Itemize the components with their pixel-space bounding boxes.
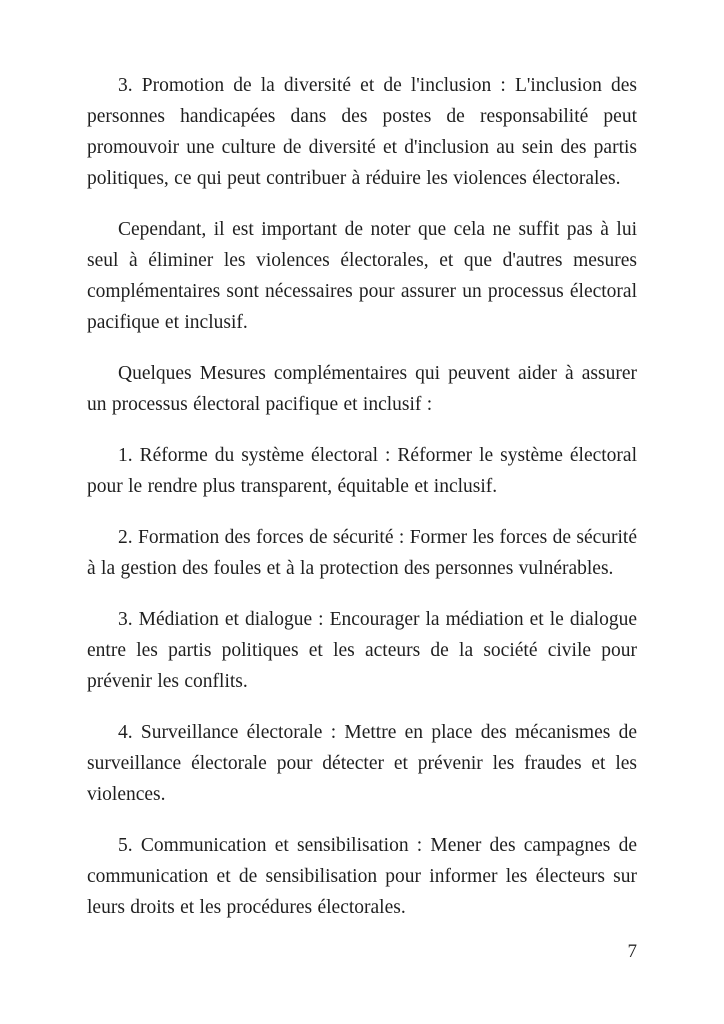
page-footer	[87, 941, 637, 963]
paragraph-promotion-diversite: 3. Promotion de la diversité et de l'inclusion : L'inclusion des personnes handicapées dans des postes de responsabilité peut promouvoir une culture de diversité et d'inclusion au sein des partis politiques, ce qui peut contribuer à réduire les violences électorales.	[87, 75, 637, 189]
page-body-text	[87, 70, 637, 943]
paragraph-mediation-dialogue: 3. Médiation et dialogue : Encourager la médiation et le dialogue entre les partis politiques et les acteurs de la société civile pour prévenir les conflits.	[87, 609, 637, 692]
paragraph-surveillance-electorale: 4. Surveillance électorale : Mettre en place des mécanismes de surveillance électorale pour détecter et prévenir les fraudes et les violences.	[87, 722, 637, 805]
paragraph-mesures-intro: Quelques Mesures complémentaires qui peuvent aider à assurer un processus électoral pacifique et inclusif :	[87, 363, 637, 415]
paragraph-communication-sensibilisation: 5. Communication et sensibilisation : Mener des campagnes de communication et de sensibilisation pour informer les électeurs sur leurs droits et les procédures électorales.	[87, 835, 637, 918]
page-number: 7	[627, 941, 637, 962]
paragraph-cependant-note: Cependant, il est important de noter que cela ne suffit pas à lui seul à éliminer les violences électorales, et que d'autres mesures complémentaires sont nécessaires pour assurer un processus électoral pacifique et inclusif.	[87, 219, 637, 333]
paragraph-formation-forces: 2. Formation des forces de sécurité : Former les forces de sécurité à la gestion des foules et à la protection des personnes vulnérables.	[87, 527, 637, 579]
paragraph-reforme-systeme: 1. Réforme du système électoral : Réformer le système électoral pour le rendre plus transparent, équitable et inclusif.	[87, 445, 637, 497]
